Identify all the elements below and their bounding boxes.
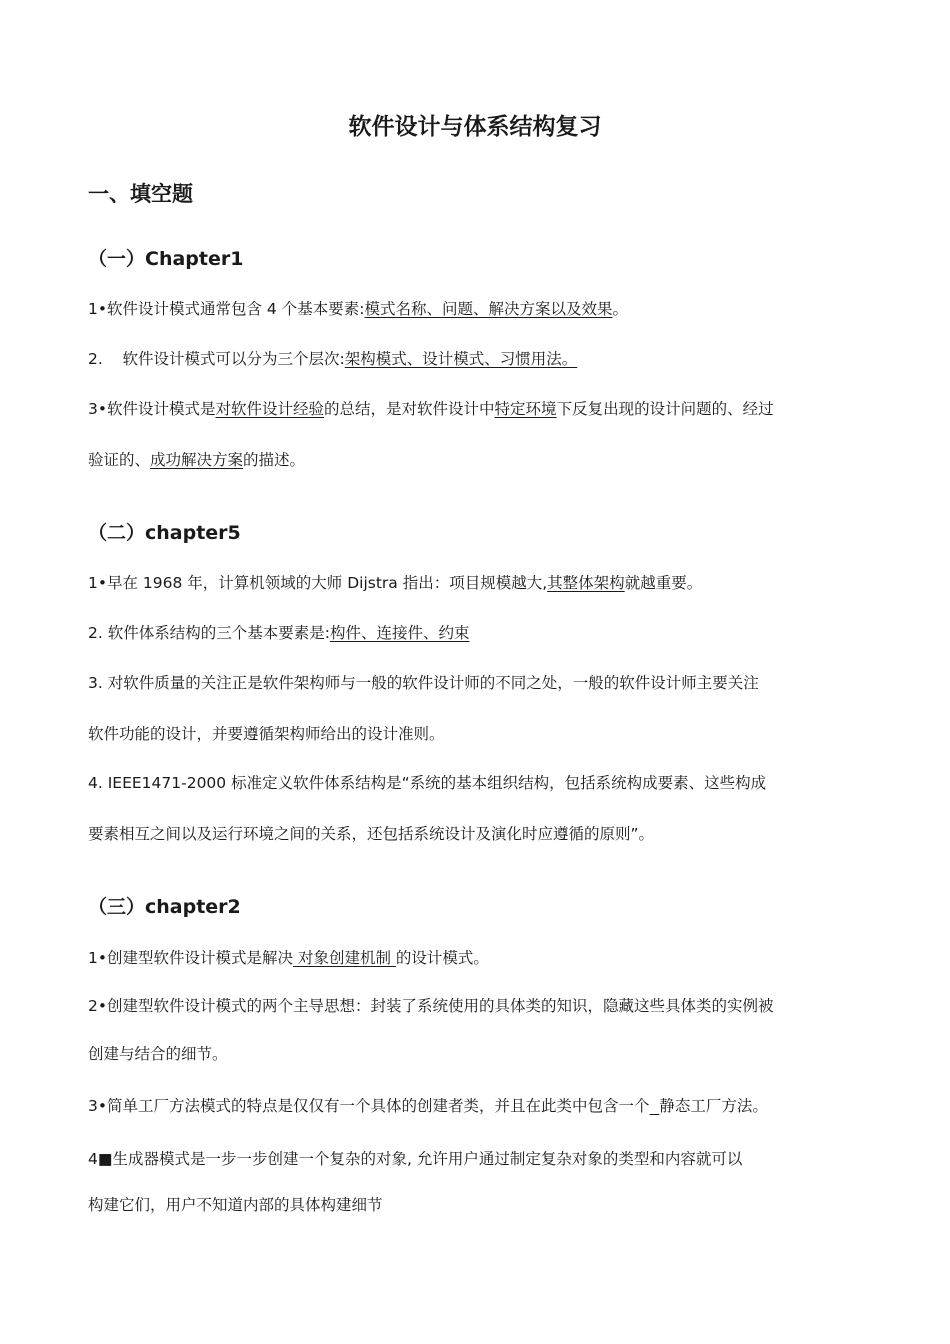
section-heading-fill-in: 一、填空题 [88,182,193,206]
answer-underline [650,1097,660,1115]
answer-underline: 模式名称、问题、解决方案以及效果 [364,300,613,318]
question-1-2: 2. 软件设计模式可以分为三个层次:架构模式、设计模式、习惯用法。 [88,350,578,368]
answer-underline: 成功解决方案 [150,451,244,469]
subsection-heading-chapter5: （二）chapter5 [88,522,241,544]
answer-underline: 对象创建机制 [293,949,396,967]
answer-underline: 对软件设计经验 [215,400,325,418]
question-3-2: 2•创建型软件设计模式的两个主导思想：封装了系统使用的具体类的知识，隐藏这些具体类的实例被 创建与结合的细节。 [88,997,774,1063]
question-3-1: 1•创建型软件设计模式是解决 对象创建机制 的设计模式。 [88,949,489,967]
question-3-4: 4■生成器模式是一步一步创建一个复杂的对象, 允许用户通过制定复杂对象的类型和内容就可以 构建它们，用户不知道内部的具体构建细节 [88,1150,743,1214]
answer-underline: 构件、连接件、约束 [329,624,470,642]
answer-underline: 架构模式、设计模式、习惯用法。 [344,350,578,368]
question-2-1: 1•早在 1968 年，计算机领域的大师 Dijstra 指出：项目规模越大,其整体架构就越重要。 [88,574,703,592]
document-title: 软件设计与体系结构复习 [348,114,602,140]
answer-underline: 特定环境 [494,400,557,418]
answer-underline: 其整体架构 [547,574,625,592]
subsection-heading-chapter2: （三）chapter2 [88,896,241,918]
subsection-heading-chapter1: （一）Chapter1 [88,248,244,270]
question-1-3: 3•软件设计模式是对软件设计经验的总结，是对软件设计中特定环境下反复出现的设计问题的、经过 验证的、成功解决方案的描述。 [88,400,774,469]
question-2-3: 3. 对软件质量的关注正是软件架构师与一般的软件设计师的不同之处，一般的软件设计师主要关注 软件功能的设计，并要遵循架构师给出的设计准则。 [88,674,759,743]
question-2-2: 2. 软件体系结构的三个基本要素是:构件、连接件、约束 [88,624,470,642]
question-1-1: 1•软件设计模式通常包含 4 个基本要素:模式名称、问题、解决方案以及效果。 [88,300,628,318]
question-2-4: 4. IEEE1471-2000 标准定义软件体系结构是“系统的基本组织结构，包括系统构成要素、这些构成 要素相互之间以及运行环境之间的关系，还包括系统设计及演化时应遵循的原则”。 [88,774,767,843]
question-3-3: 3•简单工厂方法模式的特点是仅仅有一个具体的创建者类，并且在此类中包含一个 静态工厂方法。 [88,1097,768,1115]
